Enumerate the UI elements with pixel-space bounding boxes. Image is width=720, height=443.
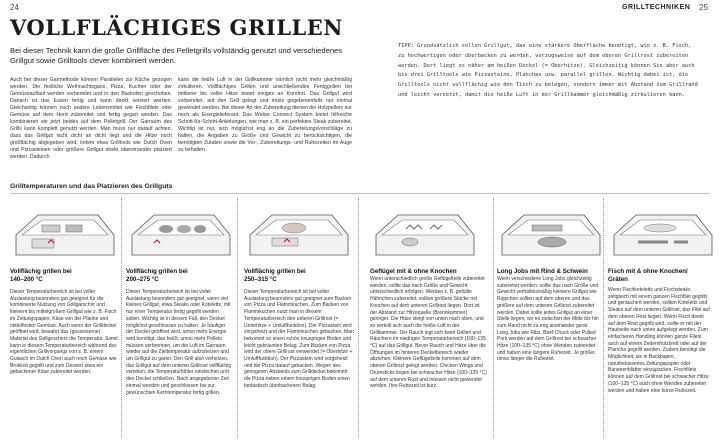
- column-divider: [237, 198, 238, 438]
- diagram-heading: Grilltemperaturen und das Platzieren des Grillguts: [10, 183, 173, 190]
- card-description: Wenn Fischkoteletts und Fischsteaks zeitgleich mit einem ganzen Fischfilet gegrillt und geräuchert werden, sollten Koteletts und Steaks auf dem unteren Grillrost, das Filet auf dem oberen Rost liegen. Wenn Fisch direkt auf dem Rost gegrillt wird, sollte er mit der Hautseite nach unten aufgelegt werden. Zum einfacheren Handling können ganze Filets auch auf einem Zedernholzbrett oder auf der Plancha gegrillt werden. Zudem benötigt die Möglichkeit, sie in Backpapier, naturbelassenes Zeitungspapier oder Bananenblätter einzupacken. Fischfilets können auf dem Grillrost bei schwacher Hitze (100–135 °C) auch ohne Wenden zubereitet werden und haben eine kurze Ruhezeit.: [608, 287, 710, 394]
- card-caption: Vollflächig grillen bei 250–315 °C: [244, 268, 306, 283]
- column-divider: [358, 198, 359, 438]
- grill-illustration: [608, 205, 718, 262]
- grill-illustration: [370, 205, 480, 262]
- page-title: VOLLFLÄCHIGES GRILLEN: [10, 15, 343, 40]
- card-caption: Geflügel mit & ohne Knochen: [370, 268, 457, 275]
- grill-illustration: [10, 205, 120, 262]
- card-3: [244, 268, 354, 390]
- card-2: [126, 268, 234, 396]
- column-divider: [493, 198, 494, 438]
- card-6: [608, 268, 712, 394]
- body-column-2: kann die heiße Luft in der Grillkammer nämlich nicht mehr gleichmäßig zirkulieren. Vollflächiges Grillen und anschließendes Fertiggrillen bei mittlerer bis voller Hitze bietet einiges an Komfort. Das Grillgut wird vorbereitet, auf den Grill gelegt und muss gegebenenfalls nur einmal gewendet werden. Bei dieser Art der Zubereitung dienen die Holzpellets nur noch als Energielieferant. Das Weber Connect System bietet hilfreiche Schritt-für-Schritt-Anleitungen, wie man z. B. ein perfektes Steak zubereitet. Wichtig ist nur, sich möglichst eng an die Zubereitungsvorschläge zu halten, die Angaben zu Größe und Gewicht zu berücksichtigen, die benötigten Zutaten sowie die Vor-, Zubereitungs- und Ruhezeiten im Auge zu behalten.: [178, 77, 352, 153]
- card-caption: Long Jobs mit Rind & Schwein: [497, 268, 588, 275]
- card-caption: Vollflächig grillen bei 140–200 °C: [10, 268, 72, 283]
- card-description: Dieser Temperaturbereich ist bei voller Auslastung besonders gut geeignet zum Backen von Pizza und Flammkuchen. Zum Backen von Flammkuchen nutzt man in diesem Temperaturbereich den unteren Grillrost (= Unterhitze + Umluftfunktion). Der Pizzastein wird vorgeheizt und der Flammkuchen gebacken. Man bekommt so einen schön knusprigen Boden und leicht gebräunten Belag. Zum Backen von Pizza wird der obere Grillrost verwendet (= Oberhitze + Umluftfunktion). Der Pizzastein wird vorgeheizt und die Pizza darauf gebacken. Wegen des geringeren Abstands zum Grilldeckel bekommt die Pizza neben einem knusprigen Boden einen fantastisch überbackenen Belag.: [244, 289, 354, 389]
- heading-rule: [10, 193, 710, 194]
- lead-paragraph: Bei dieser Technik kann die große Grillfläche des Pelletgrills vollständig genutzt und verschiedenes Grillgut sowie Grilltools clever kombiniert werden.: [10, 46, 343, 65]
- card-description: Wenn unterschiedlich große Geflügelteile zubereitet werden, sollte das nach Größe und Gewicht unterschiedlich erfolgen. Werden z. B. gefüllte Hähnchen zubereitet, sollten größere Stücke mit Knochen auf dem unteren Grillrost liegen. Dort ist der Abstand zur Hitzequelle (Brennkammer) geringer. Die Hitze steigt von unten nach oben, und so verteilt sich auch die heiße Luft in der Grillkammer. Der Rauch legt sich beim Grillen und Räuchern im niedrigen Temperaturbereich (100–135 °C) auf das Grillgut. Bevor Rauch und Hitze über die Öffnungen im hinteren Deckelbereich wieder abziehen. Kleinere Geflügelteile kommen auf dem oberen Grillrost gelegt werden. Chicken Wings und Drumsticks liegen bei schwacher Hitze (100–135 °C) auf dem unteren Rost und müssen nicht gewendet werden. Ihre Ruhezeit ist kurz.: [370, 276, 487, 390]
- body-column-1: Auch bei dieser Garmethode können Parallelen zur Küche gezogen werden. Die festliche Weihnachtsgans, Pizza, Kuchen oder der Gemüseauflauf werden vorbereitet und in den Backofen geschoben. Danach ist das Essen fertig und kann direkt serviert werden. Gleichzeitig können noch andere Lebensmittel wie Fischfilets oder Gemüse auf dem Herd zubereitet und fertig gegart werden. Das kombinieren wir jetzt beides auf dem Pelletgrill. Der Garraum des Grills kann komplett genutzt werden. Man muss nur darauf achten, dass das Grillgut nicht dicht an dicht liegt und die Hitze noch großflächig abgegeben wird, indem etwa Grilltools wie Dutch Oven und Pizzasteinen oder größere Grillgut direkt übereinander platziert werden. Dadurch: [10, 77, 172, 160]
- card-5: [497, 268, 599, 363]
- card-caption: Vollflächig grillen bei 200–275 °C: [126, 268, 188, 283]
- grill-illustration: [126, 205, 236, 262]
- card-1: [10, 268, 118, 376]
- card-description: Dieser Temperaturbereich ist bei voller Auslastung besonders gut geeignet für die kombinierte Nutzung von Grillgarschirr und kleinem bis mittelgroßem Grillgut wie z. B. Fisch im Zeitungspapier, Käse von der Planke und mittelfesten Gemüse. Auch wenn der Grilldeckel geöffnet wird, bewahrt das (gusseiserne) Material des Grillgeschirrs die Temperatur. Somit kann in diesem Temperaturbereich während des eigentlichen Grillvorgangs von z. B. einem Gulasch im Dutch Oven auch noch Gemüse wie Brokkoli gegrillt und zum Dessert etwa ein gebackener Käse zubereitet werden.: [10, 289, 118, 376]
- card-description: Wenn verschiedene Long Jobs gleichzeitig zubereitet werden, sollte das nach Größe und Gewicht verhältnismäßig kleinere Grillgut wie Rippchen sollten auf dem oberen und das größere auf dem unteren Grillrost zubereitet werden. Dabei sollte jedes Grillgut an einer Stelle liegen, wo es zwischen der Mitte bis hin zum Rand nicht zu eng aneinander gerät. Long Jobs wie Ribs, Beef Chuck oder Pulled Pork werden auf dem Grillrost bei schwacher Hitze (100–135 °C) ohne Wenden zubereitet und haben eine längere Ruhezeit. Je größer, umso länger die Ruhezeit.: [497, 276, 599, 363]
- card-description: Dieser Temperaturbereich ist bei voller Auslastung besonders gut geeignet, wenn viel kleines Grillgut, etwa Steaks oder Koteletts, mit nur einer Temperatur fertig gegrillt werden sollen. Wichtig ist in diesem Fall, den Deckel möglichst geschlossen zu halten. Je häufiger der Deckel geöffnet wird, umso mehr Energie wird benötigt, das heißt, umso mehr Pellets müssen verbrennen, um die Luft im Garraum wieder auf die Zieltemperatur aufzuheizen und um Grillgut zu garen. Den Grill also vorheizen, das Grillgut auf dem unteren Grillrost vollflächig verteilen, die Temperaturfühler einstechen und den Deckel schließen. Nach angegebener Zeit einmal wenden und geschlossen bis zur gewünschten Kerntemperatur fertig grillen.: [126, 289, 232, 396]
- page-number-right: 25: [699, 3, 708, 12]
- card-caption: Fisch mit & ohne Knochen/ Gräten: [608, 268, 688, 283]
- grill-illustration: [244, 205, 354, 262]
- page-number-left: 24: [10, 3, 19, 12]
- section-label: GRILLTECHNIKEN: [622, 4, 691, 11]
- grill-illustration: [496, 205, 606, 262]
- column-divider: [121, 198, 122, 438]
- card-4: [370, 268, 488, 390]
- tip-note: TIPP: Grundsätzlich sollen Grillgut, das eine stärkere Oberfläche benötigt, wie z. B. Fisch, zu hochwertigen oder überbacken zu werden, vorzugsweise auf dem oberen Grillrost zubereiten werden. Dort liegt es näher am heißen Deckel (= Oberhitze). Gleichzeitig können Sie aber auch bis drei Grilltools wie Pizzasteine, Planchas usw. parallel grillen. Wichtig dabei ist, die Grilltools nicht vollflächig wie den Tisch zu belegen, sondern immer mit Abstand zum Grillrand und leicht versetzt, damit die heiße Luft in der Grillkammer gleichmäßig zirkulieren kann.: [398, 43, 698, 98]
